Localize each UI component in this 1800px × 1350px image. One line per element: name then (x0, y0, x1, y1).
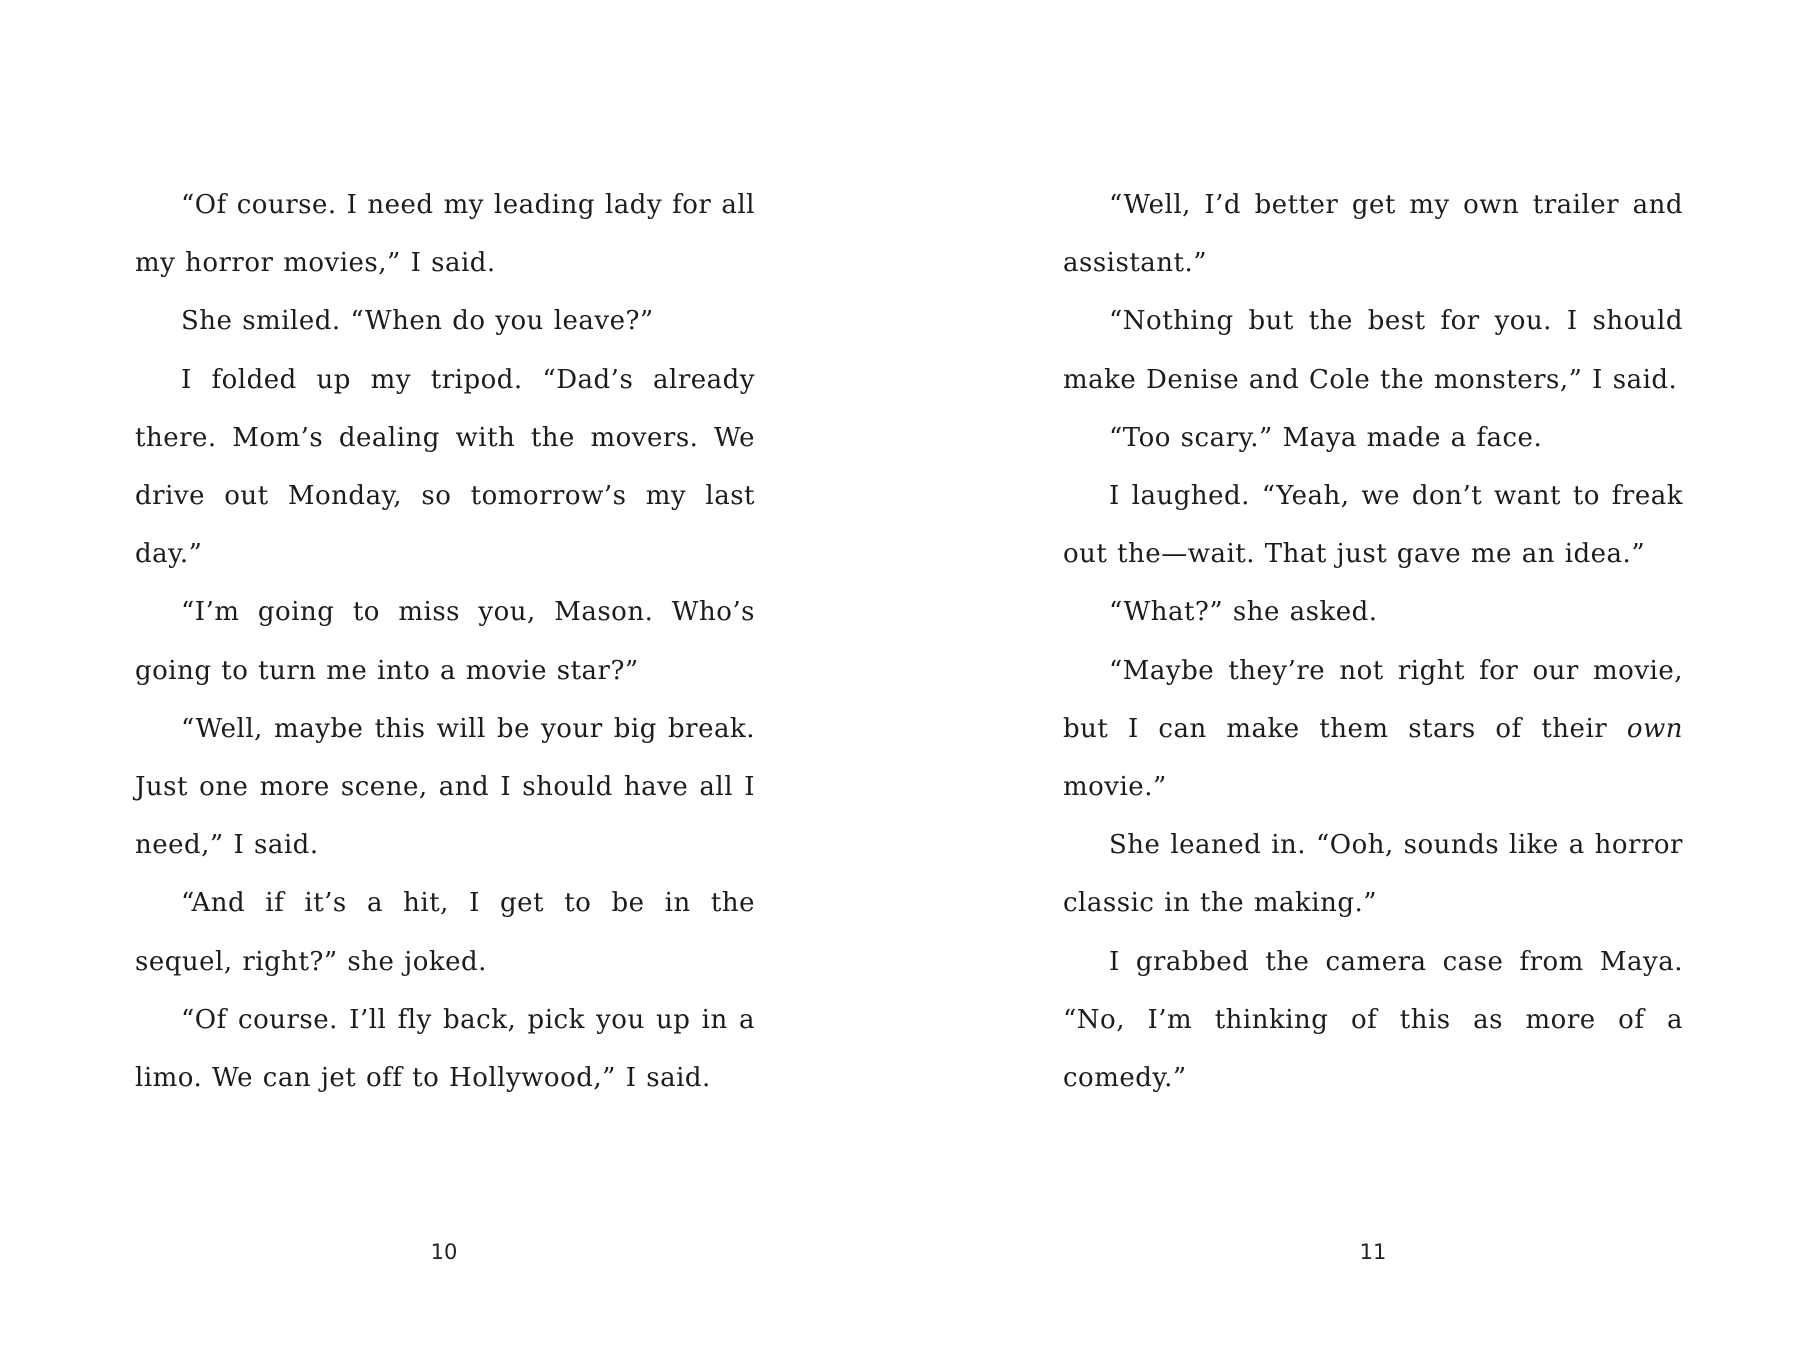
paragraph: “Of course. I’ll fly back, pick you up in a limo. We can jet off to Hollywood,” I said. (135, 1004, 755, 1094)
left-page-text (135, 176, 755, 1107)
paragraph: She leaned in. “Ooh, sounds like a horror classic in the making.” (1063, 830, 1683, 919)
paragraph: I grabbed the camera case from Maya. “No, I’m thinking of this as more of a comedy.” (1063, 946, 1683, 1094)
paragraph: “Well, maybe this will be your big break. Just one more scene, and I should have all I need,” I said. (135, 713, 755, 861)
text-run: movie.” (1063, 772, 1167, 803)
paragraph: “Of course. I need my leading lady for all my horror movies,” I said. (135, 190, 755, 279)
paragraph: I folded up my tripod. “Dad’s already there. Mom’s dealing with the movers. We drive out Monday, so tomorrow’s my last day.” (135, 364, 755, 570)
italic-text: own (1626, 713, 1683, 744)
paragraph: “And if it’s a hit, I get to be in the sequel, right?” she joked. (135, 888, 755, 977)
text-run: “Maybe they’re not right for our movie, but I can make them stars of their (1063, 655, 1683, 744)
paragraph: “Well, I’d better get my own trailer and assistant.” (1063, 190, 1683, 279)
page-number: 10 (430, 1240, 458, 1264)
page-number: 11 (1359, 1240, 1387, 1264)
paragraph: “What?” she asked. (1109, 597, 1378, 628)
paragraph: “I’m going to miss you, Mason. Who’s going to turn me into a movie star?” (135, 597, 755, 686)
paragraph: I laughed. “Yeah, we don’t want to freak out the—wait. That just gave me an idea.” (1063, 481, 1683, 570)
paragraph: She smiled. “When do you leave?” (181, 306, 654, 337)
paragraph-with-italic (1063, 642, 1683, 817)
paragraph: “Too scary.” Maya made a face. (1109, 422, 1543, 453)
right-page (900, 0, 1800, 1350)
paragraph: “Nothing but the best for you. I should make Denise and Cole the monsters,” I said. (1063, 306, 1683, 395)
right-page-text (1063, 176, 1683, 1107)
